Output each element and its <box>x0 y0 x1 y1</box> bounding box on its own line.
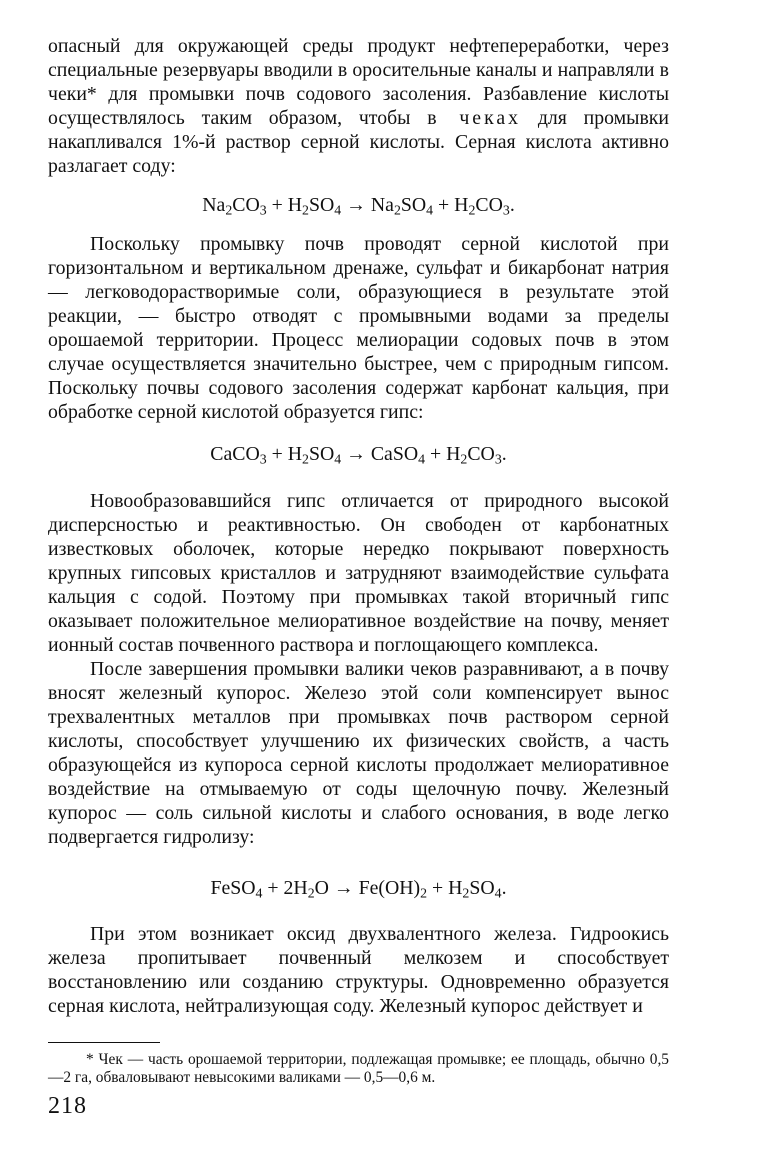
paragraph-3: Новообразовавшийся гипс отличается от природного высокой дисперсностью и реактивностью. Он свободен от карбонатных известковых оболочек, которые нередко покрывают поверхность крупных гипсовых кристаллов и затрудняют взаимодействие сульфата кальция с содой. Поэтому при промывках такой вторичный гипс оказывает положительное мелиоративное воздействие на почву, меняет ионный состав почвенного раствора и поглощающего комплекса. <box>48 490 669 656</box>
page-body <box>48 34 669 1087</box>
paragraph-1-text-a: опасный для окружающей среды продукт нефтепереработки, через специальные резервуары вводили в оросительные каналы и направляли в чеки* для промывки почв содового засоления. Разбавление кислоты осуществлялось таким образом, чтобы <box>48 35 669 129</box>
equation-hydrolysis: FeSO$_4$ + $2H_2O \to Fe(OH)_2 + H_2SO_4$. <box>210 877 507 901</box>
paragraph-5: При этом возникает оксид двухвалентного железа. Гидроокись железа пропитывает почвенный мелкозем и способствует восстановлению или созданию структуры. Одновременно образуется серная кислота, нейтрализующая соду. Железный купорос действует и <box>48 923 669 1017</box>
paragraph-1-spaced-phrase: в чеках <box>427 107 522 129</box>
paragraph-1 <box>48 34 669 178</box>
paragraph-1-text-b: для промывки накапливался 1%-й раствор серной кислоты. Серная кислота активно разлагает соду: <box>48 107 669 177</box>
paragraph-2: Поскольку промывку почв проводят серной кислотой при горизонтальном и вертикальном дренаже, сульфат и бикарбонат натрия — легководорастворимые соли, образующиеся в результате этой реакции, — быстро отводят с промывными водами за пределы орошаемой территории. Процесс мелиорации содовых почв в этом случае осуществляется значительно быстрее, чем с природным гипсом. Поскольку почвы содового засоления содержат карбонат кальция, при обработке серной кислотой образуется гипс: <box>48 233 669 423</box>
equation-gypsum-formation: CaCO$_3$ + $H_2SO_4$ → CaSO$_4$ + $H_2CO_3$. <box>210 443 507 467</box>
page-number: 218 <box>48 1093 87 1119</box>
footnote: * Чек — часть орошаемой территории, подлежащая промывке; ее площадь, обычно 0,5—2 га, обваловывают невысокими валиками — 0,5—0,6 м. <box>48 1051 669 1086</box>
footnote-divider <box>48 1042 160 1043</box>
equation-soda-decomposition: $Na_2CO_3 + H_2SO_4 \to Na_2SO_4 + H_2CO_3$. <box>202 194 515 218</box>
paragraph-4: После завершения промывки валики чеков разравнивают, а в почву вносят железный купорос. Железо этой соли компенсирует вынос трехвалентных металлов при промывках почв раствором серной кислоты, способствует улучшению их физических свойств, а часть образующейся из купороса серной кислоты продолжает мелиоративное воздействие на отмываемую от соды щелочную почву. Железный купорос — соль сильной кислоты и слабого основания, в воде легко подвергается гидролизу: <box>48 658 669 848</box>
